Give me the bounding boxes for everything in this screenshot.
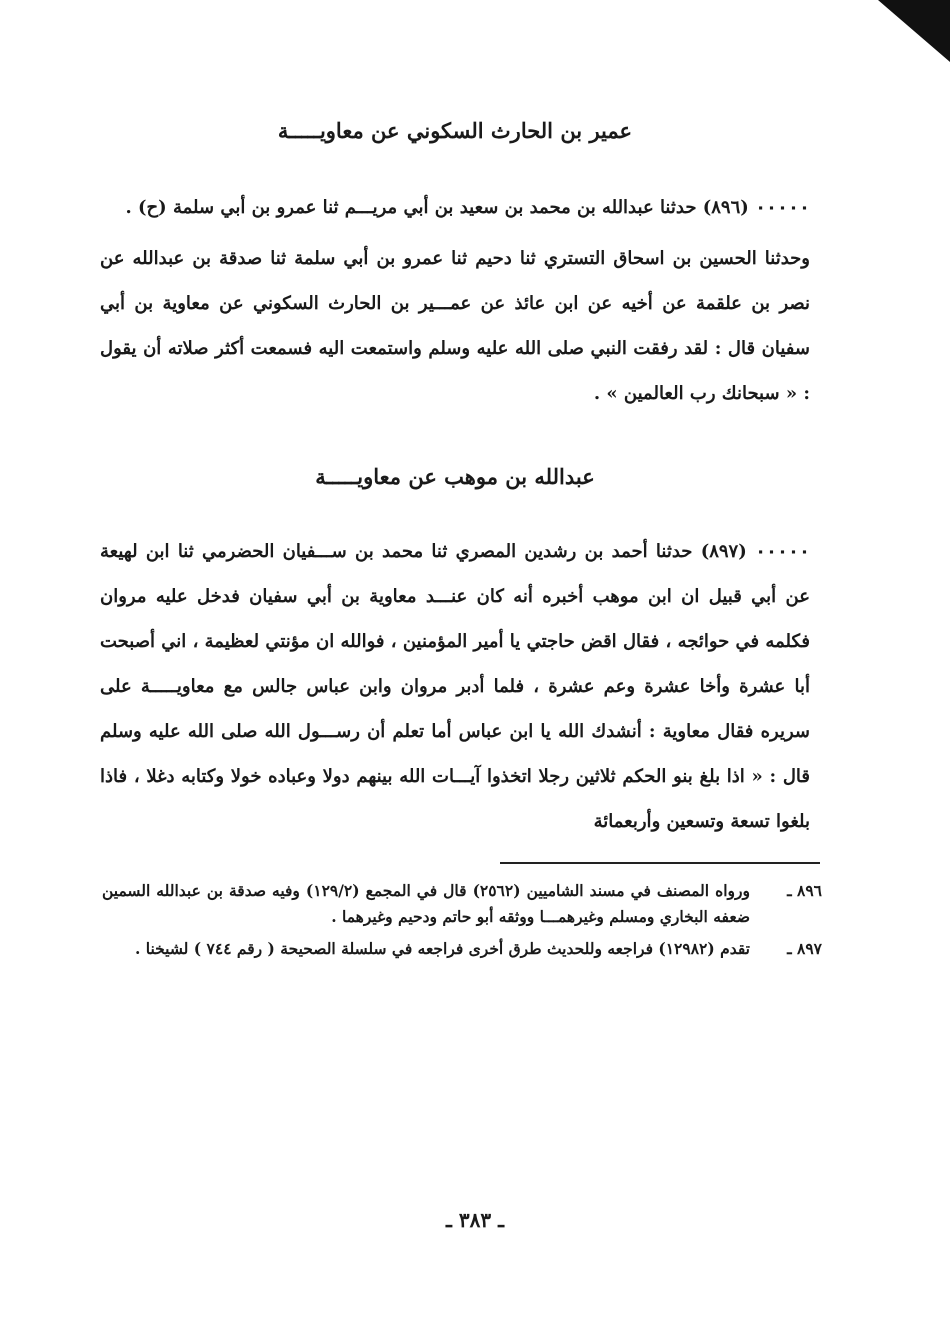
footnote-897 [102,936,822,962]
footnote-divider [500,862,820,864]
footnote-number: ٨٩٦ ـ [787,881,822,900]
page-number: ـ ٣٨٣ ـ [446,1208,504,1232]
corner-triangle-mark [878,0,950,62]
footnote-896 [102,878,822,930]
footnotes [102,878,822,962]
hadith-896-chain-paragraph [100,236,810,416]
footnote-number: ٨٩٧ ـ [787,939,822,958]
hadith-897-text: (٨٩٧) حدثنا أحمد بن رشدين المصري ثنا محمد بن ســـفيان الحضرمي ثنا ابن لهيعة عن أبي قبيل ان ابن موهب أخبره أنه كان عنـــد معاوية بن أبي سفيان فدخل عليه مروان فكلمه في حوائجه ، فقال اقض حاجتي يا أمير المؤمنين ، فوالله ان مؤنتي لعظيمة ، اني أصبحت أبا عشرة وأخا عشرة وعم عشرة ، فلما أدبر مروان وابن عباس جالس مع معاويـــــة على سريره فقال معاوية : أنشدك الله يا ابن عباس أما تعلم أن رســـول الله صلى الله عليه وسلم قال : « اذا بلغ بنو الحكم ثلاثين رجلا اتخذوا آيـــات الله بينهم دولا وعباده خولا وكتابه دغلا ، فاذا بلغوا تسعة وتسعين وأربعمائة [100,541,810,832]
hadith-896-chain-text: وحدثنا الحسين بن اسحاق التستري ثنا دحيم ثنا عمرو بن أبي سلمة ثنا صدقة بن عبدالله عن نصر بن علقمة عن أخيه عن ابن عائذ عن عمـــير بن الحارث السكوني عن معاوية بن أبي سفيان قال : لقد رفقت النبي صلى الله عليه وسلم واستمعت اليه فسمعت أكثر صلاته أن يقول : « سبحانك رب العالمين » . [100,248,810,404]
hadith-896-paragraph [100,185,810,230]
footnote-text: ورواه المصنف في مسند الشاميين (٢٥٦٢) قال في المجمع (١٢٩/٢) وفيه صدقة بن عبدالله السمين ضعفه البخاري ومسلم وغيرهمـــا ووثقه أبو حاتم ودحيم وغيرهما . [102,881,750,926]
hadith-897-paragraph [100,529,810,844]
book-page [100,100,822,968]
section-title-umair: عمير بن الحارث السكوني عن معاويـــــة [277,118,633,143]
hadith-marker: ٠٠٠٠٠ [755,197,810,218]
footnote-text: تقدم (١٢٩٨٢) فراجعه وللحديث طرق أخرى فراجعه في سلسلة الصحيحة ( رقم ٧٤٤ ) لشيخنا . [134,939,750,958]
section-title-abdullah: عبدالله بن موهب عن معاويـــــة [315,464,595,489]
hadith-marker: ٠٠٠٠٠ [755,541,810,562]
hadith-896-text: (٨٩٦) حدثنا عبدالله بن محمد بن سعيد بن أبي مريـــم ثنا عمرو بن أبي سلمة (ح) . [125,197,749,218]
